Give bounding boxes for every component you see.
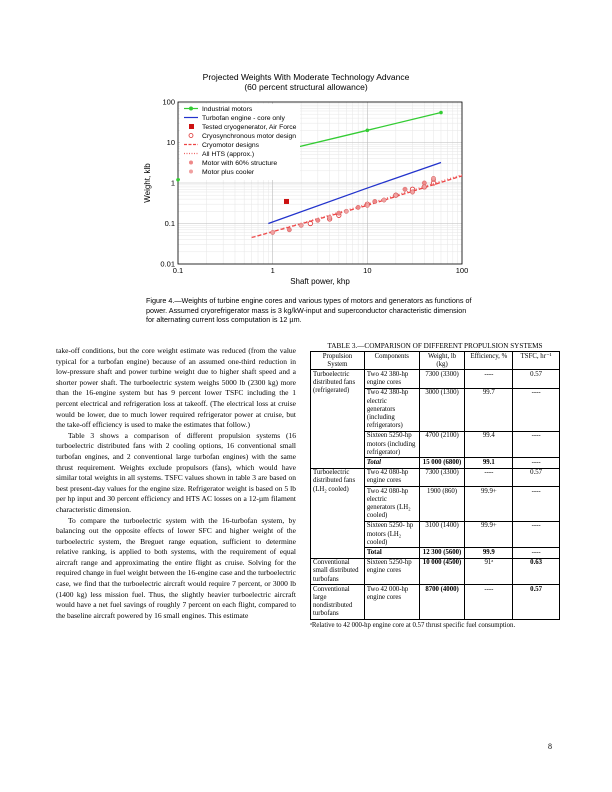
table-footnote: ᵃRelative to 42 000-hp engine core at 0.57 thrust specific fuel consumption. [310,622,516,630]
chart-title: Projected Weights With Moderate Technology Advance [202,72,410,82]
data-point [366,129,370,133]
legend-label: Motor with 60% structure [202,160,278,167]
y-axis-label: Weight, klb [143,163,152,203]
cell-weight: 15 000 (6800) [419,458,465,468]
cell-tsfc: 0.57 [513,370,560,388]
y-tick-label: 100 [162,97,175,107]
header-efficiency: Efficiency, % [465,352,513,370]
cell-components: Two 42 380-hp engine cores [364,370,419,388]
legend-label: All HTS (approx.) [202,151,255,158]
legend-label: Cryosynchronous motor design [202,133,297,140]
legend-label: Cryomotor designs [202,142,260,149]
cell-components: Total [364,548,419,558]
cell-tsfc: ---- [513,487,560,522]
cell-weight: 3100 (1400) [419,521,465,548]
cell-weight: 8700 (4000) [419,585,465,620]
data-point [308,221,312,225]
x-tick-label: 1 [270,266,275,275]
cell-tsfc: 0.63 [513,558,560,585]
data-point [431,176,435,180]
cell-system: Conventional small distributed turbofans [311,558,365,585]
cell-components: Sixteen 5250- hp motors (LH₂ cooled) [364,521,419,548]
table-row [311,558,560,585]
cell-efficiency: 91ᵃ [465,558,513,585]
data-point [337,211,341,215]
data-point [356,205,360,209]
data-point [284,199,289,204]
weight-power-chart [140,92,472,316]
paragraph-2: Table 3 shows a comparison of different propulsion systems (16 turboelectric distributed fans with 2 cooling options, 16 conventional small turbofan engines, and 2 conventional large turbofan engines) with the same thrust requirement. Weights exclude propulsors (fans), which would have similar total weights in all systems. TSFC values shown in table 3 are based on best present-day values for the engine size. Refrigerator weight is based on 5 lb per hp input and 30 percent efficiency and HTS AC losses on a 12-µm filament characteristic dimension. [56,430,296,514]
cell-efficiency: 99.7 [465,388,513,431]
cell-weight: 7300 (3300) [419,370,465,388]
data-point [382,198,386,202]
x-tick-label: 100 [455,266,469,275]
cell-efficiency: ---- [465,370,513,388]
table-header-row [311,352,560,370]
paragraph-1: take-off conditions, but the core weight estimate was reduced (from the value typical for a turbofan engine) because of an assumed one-third reduction in low-pressure shaft and power turbine weight due to higher shaft speed and a shorter power shaft. The turboelectric system weighs 5000 lb (2300 kg) more than the 16-engine system but has 9 percent lower TSFC including the 1 percent electrical and refrigeration loss at takeoff. (The electrical loss at cruise would be lower, due to much lower required refrigerator power at cruise, but the take-off efficiency is used to make the estimates that follow.) [56,346,296,430]
chart-legend [180,104,300,180]
data-point [344,209,348,213]
cell-system: Turboelectric distributed fans (LH₂ cooled) [311,468,365,558]
table-row [311,468,560,486]
legend-marker [189,124,194,129]
table-row [311,585,560,620]
figure-caption: Figure 4.—Weights of turbine engine cores and various types of motors and generators as functions of power. Assumed cryorefrigerator mass is 3 kg/kW-input and superconductor characteristic dimension for alternating current loss computation is 12 µm. [146,296,472,324]
cell-system: Turboelectric distributed fans (refrigerated) [311,370,365,468]
cell-efficiency: ---- [465,585,513,620]
legend-label: Turbofan engine - core only [202,115,285,122]
cell-tsfc: ---- [513,431,560,458]
cell-tsfc: ---- [513,521,560,548]
header-weight: Weight, lb (kg) [419,352,465,370]
cell-components: Sixteen 5250-hp motors (including refrigerator) [364,431,419,458]
legend-marker [189,134,193,138]
cell-efficiency: 99.1 [465,458,513,468]
y-tick-label: 1 [170,178,175,188]
data-point [410,190,414,194]
cell-components: Total [364,458,419,468]
data-point [422,185,426,189]
chart-subtitle: (60 percent structural allowance) [244,82,368,92]
header-tsfc: TSFC, hr⁻¹ [513,352,560,370]
body-text [56,346,296,621]
data-point [439,111,443,115]
cell-tsfc: ---- [513,548,560,558]
data-point [299,223,303,227]
cell-efficiency: 99.9+ [465,487,513,522]
header-components: Components [364,352,419,370]
cell-components: Two 42 080-hp engine cores [364,468,419,486]
data-point [365,203,369,207]
legend-marker [189,107,193,111]
cell-tsfc: ---- [513,458,560,468]
legend-label: Industrial motors [202,106,253,113]
cell-components: Two 42 000-hp engine cores [364,585,419,620]
header-system: Propulsion System [311,352,365,370]
propulsion-table [310,351,560,620]
cell-components: Sixteen 5250-hp engine cores [364,558,419,585]
x-tick-label: 10 [363,266,372,275]
cell-weight: 3000 (1300) [419,388,465,431]
data-point [373,199,377,203]
paragraph-3: To compare the turboelectric system with the 16-turbofan system, by balancing out the opposite effects of lower SFC and higher weight of the turboelectric system, the Breguet range equation, sufficient to determine relative ranking, is applied to both systems, with the requirement of equal aircraft range and approximating the entire flight as cruise. Solving for the required change in fuel weight between the 16-engine case and the turboelectric case, we find that the turboelectric aircraft would require 7 percent, or 3000 lb (1400 kg) less mission fuel. Thus, the slightly heavier turboelectric aircraft would have a net fuel savings of roughly 7 percent on each flight, compared to the baseline aircraft powered by 16 small engines. This estimate [56,515,296,620]
legend-marker [189,170,193,174]
cell-tsfc: 0.57 [513,468,560,486]
legend-marker [189,161,193,165]
cell-components: Two 42 380-hp electric generators (including refrigerators) [364,388,419,431]
cell-efficiency: ---- [465,468,513,486]
x-tick-label: 0.1 [172,266,184,275]
data-point [316,218,320,222]
legend-label: Tested cryogenerator, Air Force [202,124,297,131]
cell-efficiency: 99.9+ [465,521,513,548]
data-point [270,230,274,234]
cell-tsfc: 0.57 [513,585,560,620]
cell-tsfc: ---- [513,388,560,431]
page-number: 8 [548,742,552,751]
data-point [176,178,180,182]
cell-weight: 4700 (2100) [419,431,465,458]
cell-weight: 12 300 (5600) [419,548,465,558]
cell-weight: 10 000 (4500) [419,558,465,585]
data-point [327,215,331,219]
cell-weight: 7300 (3300) [419,468,465,486]
x-axis-label: Shaft power, khp [290,277,350,286]
table-row [311,370,560,388]
table-title: TABLE 3.—COMPARISON OF DIFFERENT PROPULSION SYSTEMS [327,342,543,350]
data-point [394,193,398,197]
cell-system: Conventional large nondistributed turbofans [311,585,365,620]
table-3 [310,342,560,630]
cell-efficiency: 99.4 [465,431,513,458]
data-point [287,228,291,232]
y-tick-label: 0.1 [164,219,175,228]
y-tick-label: 10 [166,138,175,147]
data-point [403,187,407,191]
cell-components: Two 42 080-hp electric generators (LH₂ cooled) [364,487,419,522]
legend-label: Motor plus cooler [202,169,255,176]
y-tick-label: 0.01 [160,259,175,269]
cell-weight: 1900 (860) [419,487,465,522]
cell-efficiency: 99.9 [465,548,513,558]
